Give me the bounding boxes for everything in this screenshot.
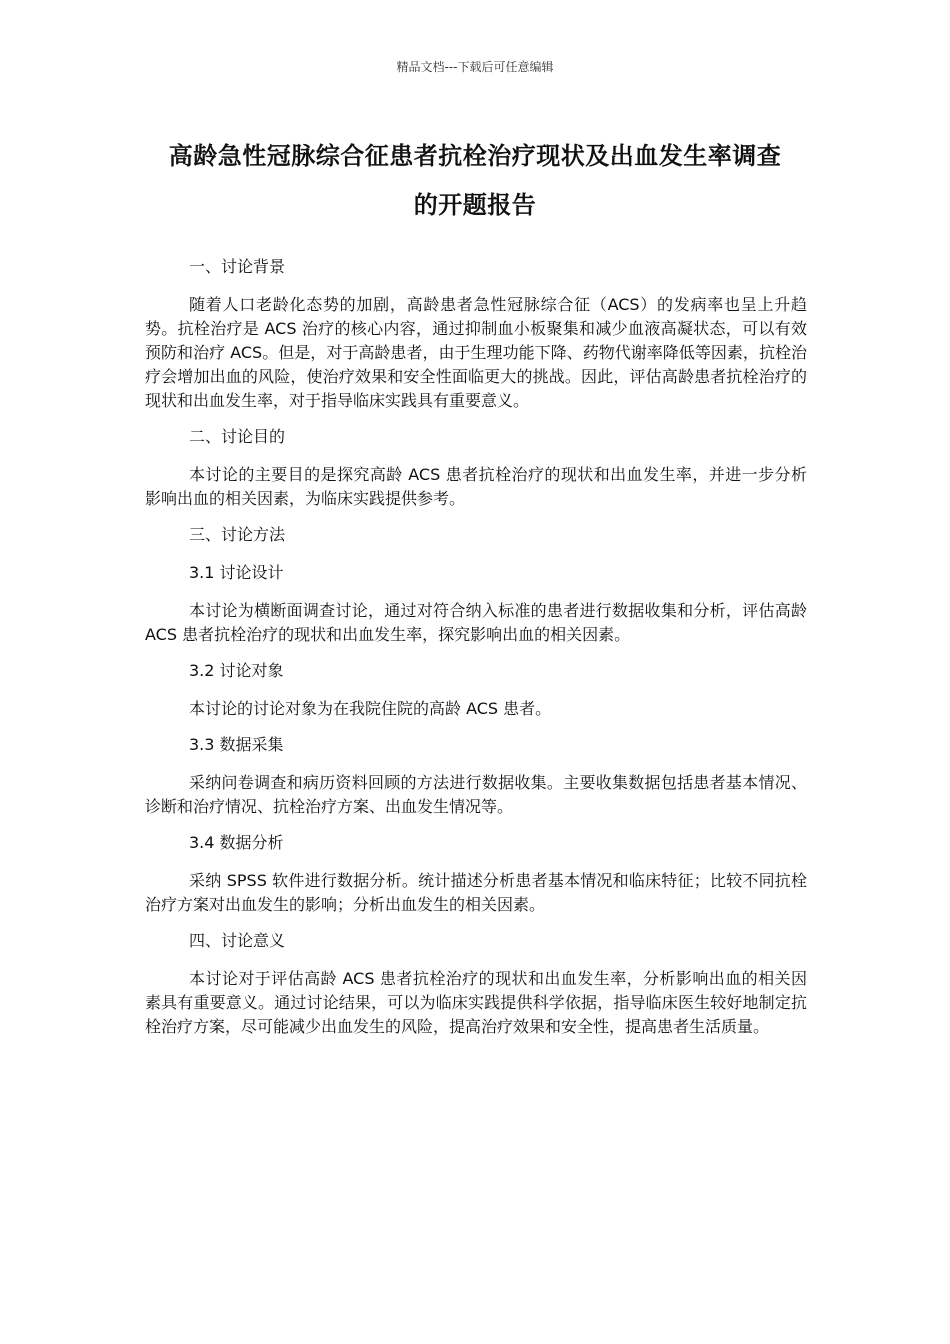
paragraph-significance: 本讨论对于评估高龄 ACS 患者抗栓治疗的现状和出血发生率，分析影响出血的相关因素具有重要意义。通过讨论结果，可以为临床实践提供科学依据，指导临床医生较好地制定抗栓治疗方案，尽可能减少出血发生的风险，提高治疗效果和安全性，提高患者生活质量。 (145, 969, 807, 1036)
paragraph-analysis: 采纳 SPSS 软件进行数据分析。统计描述分析患者基本情况和临床特征；比较不同抗栓治疗方案对出血发生的影响；分析出血发生的相关因素。 (145, 871, 807, 914)
paragraph-subjects: 本讨论的讨论对象为在我院住院的高龄 ACS 患者。 (189, 699, 552, 718)
subsection-heading-analysis: 3.4 数据分析 (189, 833, 284, 852)
section-heading-methods: 三、讨论方法 (189, 525, 286, 544)
section-heading-purpose: 二、讨论目的 (189, 427, 286, 446)
subsection-heading-subjects: 3.2 讨论对象 (189, 661, 284, 680)
paragraph-purpose: 本讨论的主要目的是探究高龄 ACS 患者抗栓治疗的现状和出血发生率，并进一步分析影响出血的相关因素，为临床实践提供参考。 (145, 465, 807, 508)
paragraph-design: 本讨论为横断面调查讨论，通过对符合纳入标准的患者进行数据收集和分析，评估高龄 ACS 患者抗栓治疗的现状和出血发生率，探究影响出血的相关因素。 (145, 601, 807, 644)
section-heading-significance: 四、讨论意义 (189, 931, 286, 950)
paragraph-background: 随着人口老龄化态势的加剧，高龄患者急性冠脉综合征（ACS）的发病率也呈上升趋势。抗栓治疗是 ACS 治疗的核心内容，通过抑制血小板聚集和减少血液高凝状态，可以有效预防和治疗 ACS。但是，对于高龄患者，由于生理功能下降、药物代谢率降低等因素，抗栓治疗会增加出血的风险，使治疗效果和安全性面临更大的挑战。因此，评估高龄患者抗栓治疗的现状和出血发生率，对于指导临床实践具有重要意义。 (145, 295, 807, 410)
subsection-heading-collection: 3.3 数据采集 (189, 735, 284, 754)
document-body (145, 255, 807, 1051)
header-note: 精品文档---下载后可任意编辑 (396, 60, 554, 74)
document-title-line-1: 高龄急性冠脉综合征患者抗栓治疗现状及出血发生率调查 (168, 142, 782, 170)
subsection-heading-design: 3.1 讨论设计 (189, 563, 284, 582)
section-heading-background: 一、讨论背景 (189, 257, 286, 276)
document-title-line-2: 的开题报告 (413, 191, 537, 219)
paragraph-collection: 采纳问卷调查和病历资料回顾的方法进行数据收集。主要收集数据包括患者基本情况、诊断和治疗情况、抗栓治疗方案、出血发生情况等。 (145, 773, 807, 816)
